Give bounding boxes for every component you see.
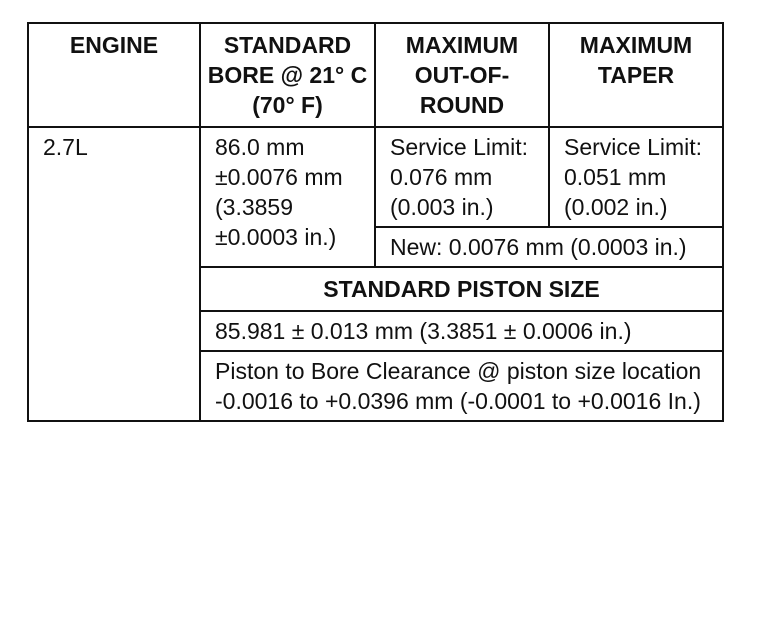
piston-clearance-cell: Piston to Bore Clearance @ piston size location -0.0016 to +0.0396 mm (-0.0001 to +0.0016 In.) xyxy=(200,351,723,421)
header-engine: ENGINE xyxy=(28,23,200,127)
new-spec-cell: New: 0.0076 mm (0.0003 in.) xyxy=(375,227,723,267)
header-max-taper: MAXIMUM TAPER xyxy=(549,23,723,127)
piston-size-heading: STANDARD PISTON SIZE xyxy=(200,267,723,311)
taper-service-cell: Service Limit: 0.051 mm (0.002 in.) xyxy=(549,127,723,227)
cylinder-bore-spec-table xyxy=(27,22,724,422)
header-row xyxy=(28,23,723,127)
piston-size-cell: 85.981 ± 0.013 mm (3.3851 ± 0.0006 in.) xyxy=(200,311,723,351)
header-max-out-of-round: MAXIMUM OUT-OF-ROUND xyxy=(375,23,549,127)
engine-cell: 2.7L xyxy=(28,127,200,421)
out-of-round-service-cell: Service Limit: 0.076 mm (0.003 in.) xyxy=(375,127,549,227)
spec-row xyxy=(28,127,723,227)
standard-bore-cell: 86.0 mm ±0.0076 mm (3.3859 ±0.0003 in.) xyxy=(200,127,375,267)
header-standard-bore: STANDARD BORE @ 21° C (70° F) xyxy=(200,23,375,127)
